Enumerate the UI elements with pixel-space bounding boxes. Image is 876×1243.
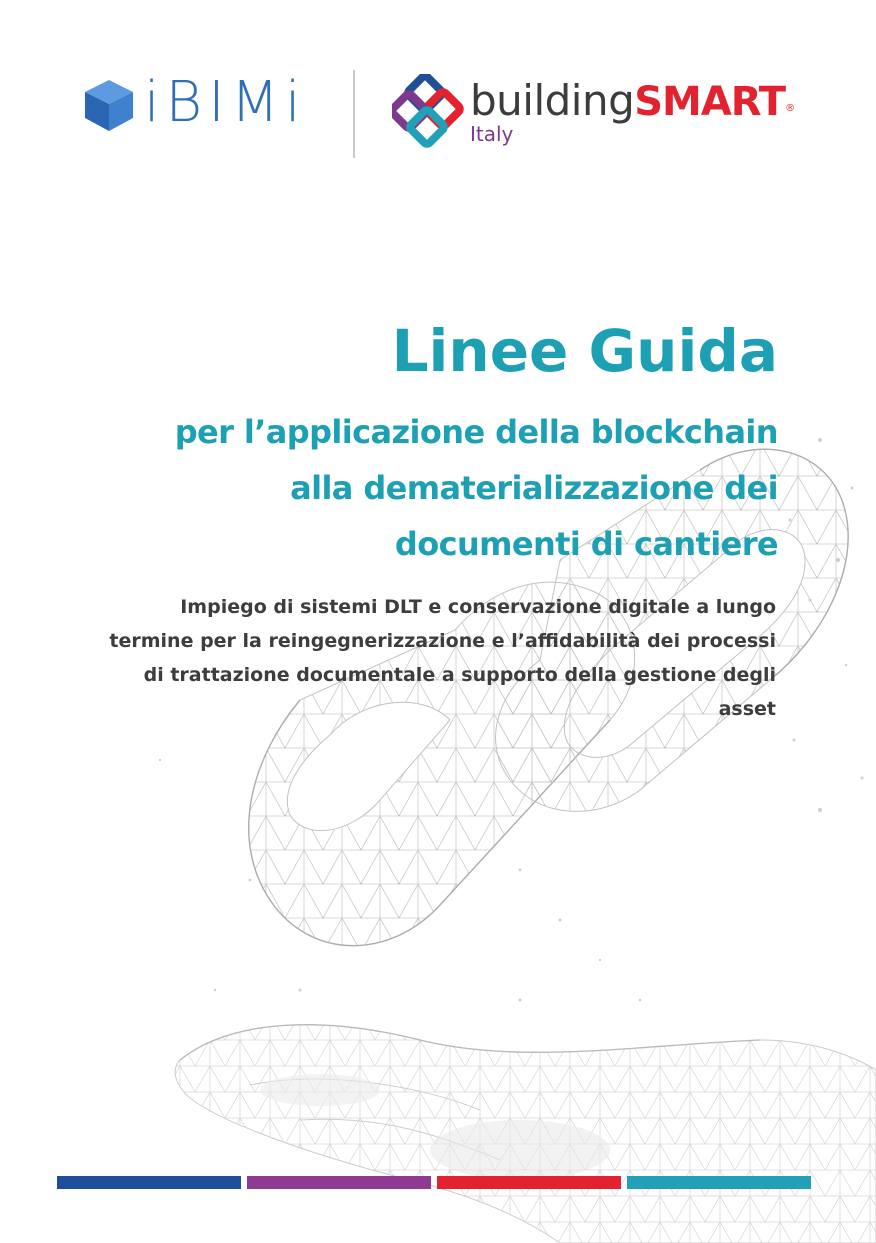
color-bar-blue: [57, 1176, 241, 1189]
subtitle-line: alla dematerializzazione dei: [290, 469, 778, 507]
subtitle-line: documenti di cantiere: [394, 525, 778, 563]
document-description: Impiego di sistemi DLT e conservazione digitale a lungo termine per la reingegnerizzazione e l’affidabilità dei processi di trattazione documentale a supporto della gestione degli asset: [109, 596, 776, 720]
registered-mark: ®: [785, 103, 796, 114]
color-bar-red: [437, 1176, 621, 1189]
logo-divider: [353, 70, 355, 158]
document-subtitle: [58, 404, 778, 572]
document-title: Linee Guida: [391, 317, 778, 385]
buildingsmart-knot-icon: [392, 74, 468, 150]
title-block: [58, 312, 778, 572]
buildingsmart-country: Italy: [470, 122, 514, 146]
color-bar-purple: [247, 1176, 431, 1189]
color-bars: [57, 1176, 811, 1189]
subtitle-line: per l’applicazione della blockchain: [174, 413, 778, 451]
buildingsmart-word-building: building: [470, 76, 635, 125]
color-bar-teal: [627, 1176, 811, 1189]
buildingsmart-word-smart: SMART: [634, 79, 786, 125]
ibimi-logo: [80, 70, 320, 140]
buildingsmart-wordmark: [470, 72, 795, 139]
ibimi-cube-icon: [80, 76, 138, 134]
buildingsmart-italy-logo: [392, 72, 802, 156]
ibimi-logo-text: iBIMi: [144, 70, 307, 135]
